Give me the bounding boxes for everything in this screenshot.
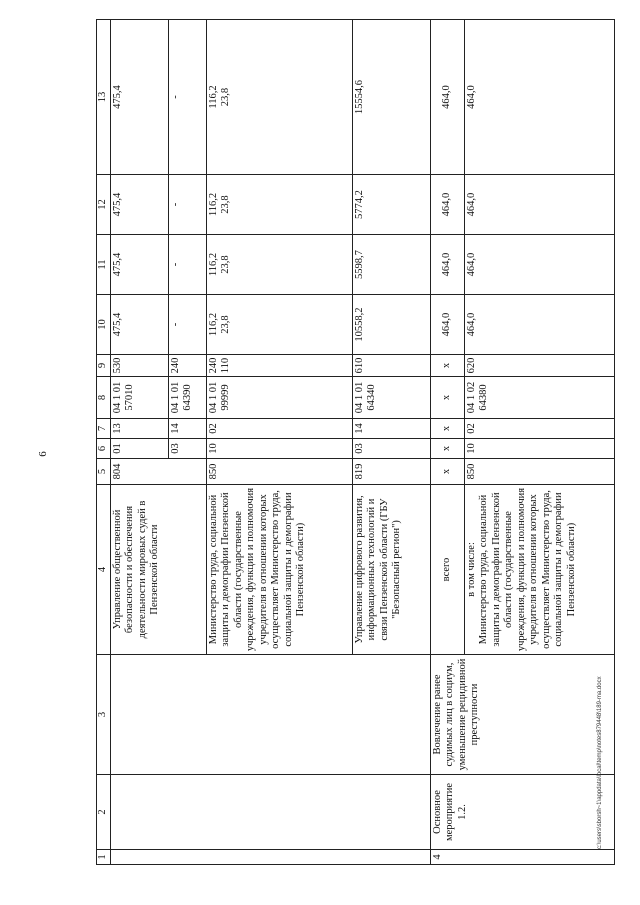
amount-cell: 116,2 23,8 xyxy=(206,295,352,355)
col-header-9: 9 xyxy=(97,355,111,377)
amount-cell: 464,0 xyxy=(430,20,464,175)
col-header-4: 4 xyxy=(97,485,111,655)
row-num-cell: 4 xyxy=(430,850,614,865)
amount-cell: 464,0 xyxy=(464,295,614,355)
amount-cell: - xyxy=(168,20,206,175)
expense-type-cell: 610 xyxy=(352,355,430,377)
expense-type-cell: 240 xyxy=(168,355,206,377)
page-number: 6 xyxy=(36,451,49,457)
target-article-cell: x xyxy=(430,377,464,419)
expense-type-cell: 240 110 xyxy=(206,355,352,377)
grbs-code-cell: 804 xyxy=(110,459,206,485)
subsection-code-cell: x xyxy=(430,419,464,439)
description-cell: Вовлечение ранее судимых лиц в социум, уменьшение рецидивной преступности xyxy=(430,655,614,775)
amount-cell: 15554,6 xyxy=(352,20,430,175)
subsection-code-cell: 14 xyxy=(352,419,430,439)
subsection-code-cell: 14 xyxy=(168,419,206,439)
amount-cell: 464,0 xyxy=(430,175,464,235)
section-code-cell: 10 xyxy=(206,439,352,459)
row-num-cell xyxy=(110,850,430,865)
expense-type-cell: x xyxy=(430,355,464,377)
amount-cell: 5774,2 xyxy=(352,175,430,235)
amount-cell: 464,0 xyxy=(430,295,464,355)
grbs-code-cell: 850 xyxy=(206,459,352,485)
amount-cell: 475,4 xyxy=(110,235,168,295)
target-article-cell: 04 1 01 57010 xyxy=(110,377,168,419)
amount-cell: - xyxy=(168,295,206,355)
executor-cell: Министерство труда, социальной защиты и демографии Пензенской области (государственные учреждения, функции и полномочия учредителя в отношении которых осуществляет Министерство труда, социальной защиты и демографии Пензенской области) xyxy=(206,485,352,655)
section-code-cell: 10 xyxy=(464,439,614,459)
col-header-3: 3 xyxy=(97,655,111,775)
amount-cell: 5598,7 xyxy=(352,235,430,295)
target-article-cell: 04 1 01 64340 xyxy=(352,377,430,419)
subsection-code-cell: 02 xyxy=(464,419,614,439)
amount-cell: 464,0 xyxy=(464,20,614,175)
section-code-cell: 03 xyxy=(168,439,206,459)
amount-cell: 475,4 xyxy=(110,295,168,355)
amount-cell: 10558,2 xyxy=(352,295,430,355)
file-path-footer: c:\users\sborsh~1\appdata\local\temp\notes879448\189-ma.docx xyxy=(597,676,603,849)
executor-cell: Управление общественной безопасности и обеспечения деятельности мировых судей в Пензенской области xyxy=(110,485,206,655)
amount-cell: 464,0 xyxy=(464,235,614,295)
event-cell: Основное мероприятие 1.2. xyxy=(430,775,614,850)
target-article-cell: 04 1 01 99999 xyxy=(206,377,352,419)
executor-cell: Управление цифрового развития, информационных технологий и связи Пензенской области (ГБУ "Безопасный регион") xyxy=(352,485,430,655)
rotated-page xyxy=(96,20,618,865)
target-article-cell: 04 1 02 64380 xyxy=(464,377,614,419)
table-row xyxy=(110,20,168,865)
grbs-code-cell: 819 xyxy=(352,459,430,485)
amount-cell: 116,2 23,8 xyxy=(206,175,352,235)
col-header-7: 7 xyxy=(97,419,111,439)
expense-type-cell: 620 xyxy=(464,355,614,377)
col-header-2: 2 xyxy=(97,775,111,850)
amount-cell: - xyxy=(168,235,206,295)
col-header-10: 10 xyxy=(97,295,111,355)
col-header-11: 11 xyxy=(97,235,111,295)
description-cell xyxy=(110,655,430,775)
amount-cell: - xyxy=(168,175,206,235)
amount-cell: 116,2 23,8 xyxy=(206,235,352,295)
amount-cell: 464,0 xyxy=(464,175,614,235)
amount-cell: 464,0 xyxy=(430,235,464,295)
col-header-12: 12 xyxy=(97,175,111,235)
subsection-code-cell: 13 xyxy=(110,419,168,439)
executor-cell: в том числе: Министерство труда, социальной защиты и демографии Пензенской области (государственные учреждения, функции и полномочия учредителя в отношении которых осуществляет Министерство труда, социальной защиты и демографии Пензенской области) xyxy=(464,485,614,655)
budget-table xyxy=(96,19,615,865)
section-code-cell: 03 xyxy=(352,439,430,459)
section-code-cell: 01 xyxy=(110,439,168,459)
executor-cell: всего xyxy=(430,485,464,655)
col-header-13: 13 xyxy=(97,20,111,175)
grbs-code-cell: 850 xyxy=(464,459,614,485)
section-code-cell: x xyxy=(430,439,464,459)
table-row xyxy=(430,20,464,865)
amount-cell: 475,4 xyxy=(110,175,168,235)
expense-type-cell: 530 xyxy=(110,355,168,377)
col-header-6: 6 xyxy=(97,439,111,459)
event-cell xyxy=(110,775,430,850)
subsection-code-cell: 02 xyxy=(206,419,352,439)
col-header-5: 5 xyxy=(97,459,111,485)
col-header-8: 8 xyxy=(97,377,111,419)
amount-cell: 475,4 xyxy=(110,20,168,175)
grbs-code-cell: x xyxy=(430,459,464,485)
target-article-cell: 04 1 01 64390 xyxy=(168,377,206,419)
column-number-row xyxy=(97,20,111,865)
amount-cell: 116,2 23,8 xyxy=(206,20,352,175)
col-header-1: 1 xyxy=(97,850,111,865)
